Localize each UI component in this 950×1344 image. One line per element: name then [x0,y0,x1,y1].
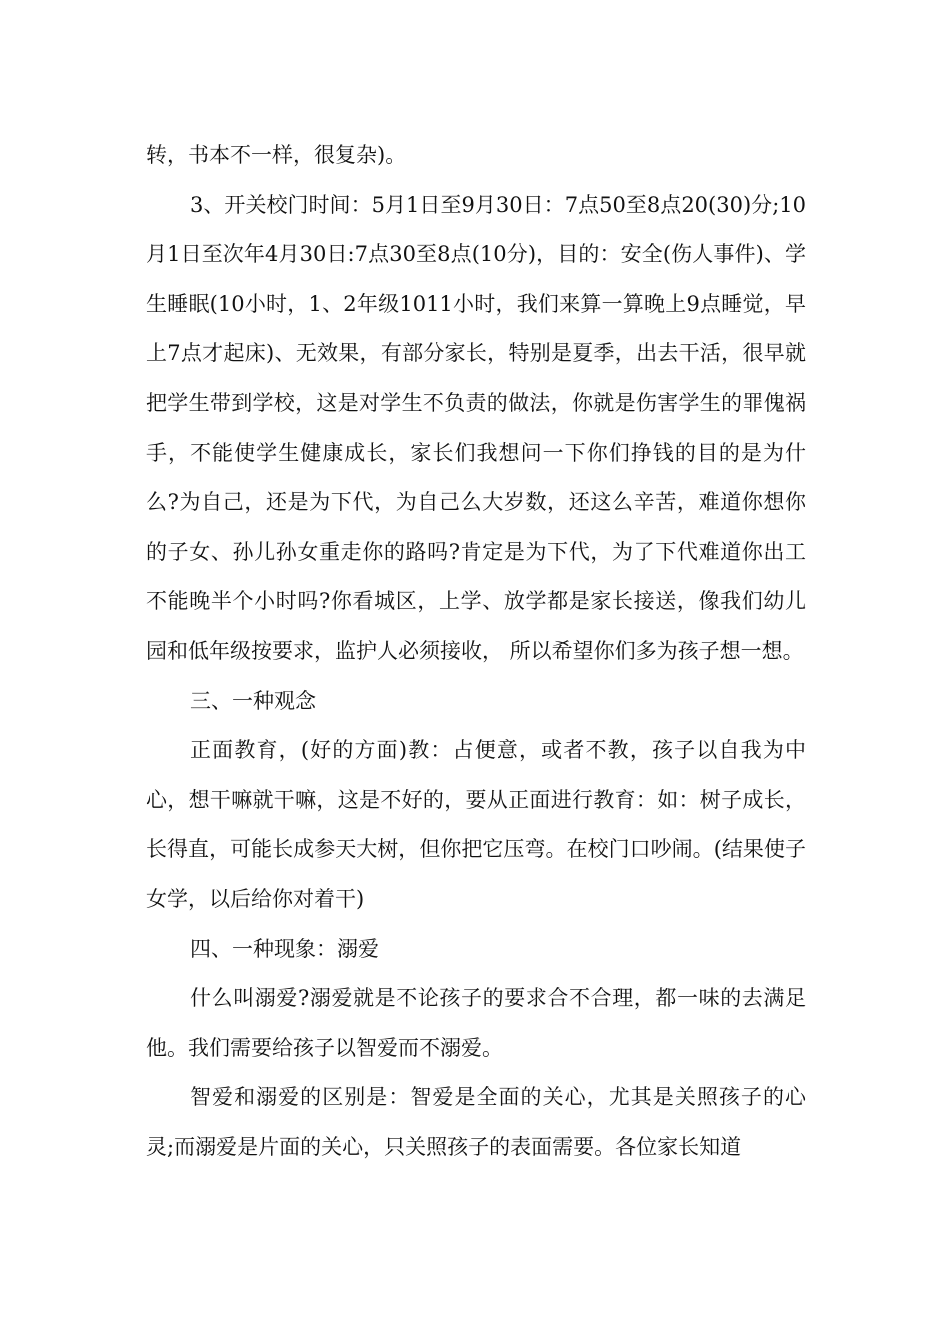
document-body [146,131,806,1172]
section-heading-concept: 三、一种观念 [190,688,316,713]
section-heading-phenomenon: 四、一种现象：溺爱 [190,936,379,961]
paragraph-wise-love-vs-spoiling: 智爱和溺爱的区别是：智爱是全面的关心，尤其是关照孩子的心灵;而溺爱是片面的关心，只关照孩子的表面需要。各位家长知道 [146,1085,806,1159]
paragraph-continuation: 转，书本不一样，很复杂)。 [146,143,407,167]
paragraph-what-is-spoiling: 什么叫溺爱?溺爱就是不论孩子的要求合不合理，都一味的去满足他。我们需要给孩子以智爱而不溺爱。 [146,986,806,1060]
paragraph-positive-education: 正面教育，(好的方面)教：占便意，或者不教，孩子以自我为中心，想干嘛就干嘛，这是不好的，要从正面进行教育：如：树子成长，长得直，可能长成参天大树，但你把它压弯。在校门口吵闹。(结果使子女学，以后给你对着干) [146,738,806,911]
paragraph-school-gate-hours: 3、开关校门时间：5月1日至9月30日：7点50至8点20(30)分;10月1日至次年4月30日:7点30至8点(10分)，目的：安全(伤人事件)、学生睡眠(10小时，1、2年级1011小时，我们来算一算晚上9点睡觉，早上7点才起床)、无效果，有部分家长，特别是夏季，出去干活，很早就把学生带到学校，这是对学生不负责的做法，你就是伤害学生的罪傀祸手，不能使学生健康成长，家长们我想问一下你们挣钱的目的是为什么?为自己，还是为下代，为自己么大岁数，还这么辛苦，难道你想你的子女、孙儿孙女重走你的路吗?肯定是为下代，为了下代难道你出工不能晚半个小时吗?你看城区，上学、放学都是家长接送，像我们幼儿园和低年级按要求，监护人必须接收， 所以希望你们多为孩子想一想。 [146,192,806,663]
